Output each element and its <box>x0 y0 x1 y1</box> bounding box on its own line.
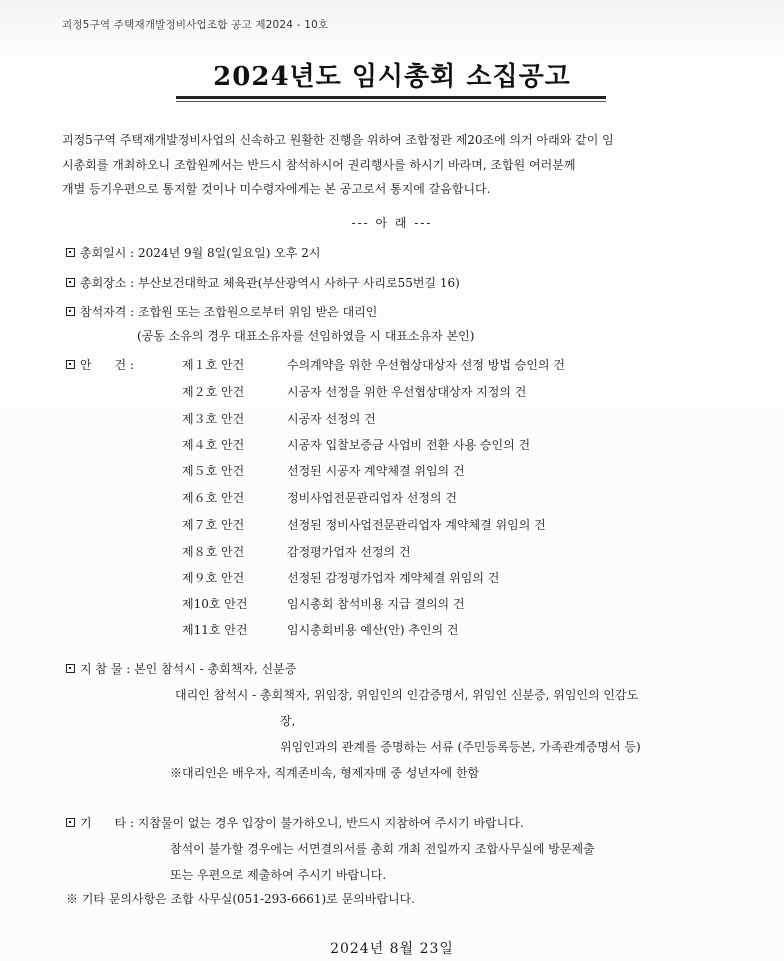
meeting-place-row <box>66 274 460 291</box>
agenda-text: 선정된 시공자 계약체결 위임의 건 <box>287 464 465 478</box>
title-underline <box>176 96 606 99</box>
agenda-text: 시공자 선정을 위한 우선협상대상자 지정의 건 <box>287 385 527 399</box>
agenda-text: 임시총회비용 예산(안) 추인의 건 <box>287 623 459 637</box>
agenda-number: 제３호 안건 <box>182 412 245 426</box>
agenda-text: 시공자 입찰보증금 사업비 전환 사용 승인의 건 <box>287 438 531 452</box>
agenda-number: 제８호 안건 <box>182 545 245 559</box>
meeting-datetime: 총회일시 : 2024년 9월 8일(일요일) 오후 2시 <box>80 246 321 260</box>
bring-proxy-line: 대리인 참석시 - 총회책자, 위임장, 위임인의 인감증명서, 위임인 신분증, 위임인의 인감도 <box>175 688 639 702</box>
below-marker: --- 아 래 --- <box>351 216 433 230</box>
square-bullet-icon <box>66 818 75 827</box>
notice-number: 괴정5구역 주택재개발정비사업조합 공고 제2024 - 10호 <box>62 19 329 31</box>
agenda-text: 감정평가업자 선정의 건 <box>287 545 411 559</box>
meeting-datetime-row <box>66 244 320 261</box>
eligibility-note: (공동 소유의 경우 대표소유자를 선임하였을 시 대표소유자 본인) <box>137 329 475 343</box>
eligibility-row <box>66 303 377 320</box>
intro-line: 시총회를 개최하오니 조합원께서는 반드시 참석하시어 권리행사를 하시기 바라며, 조합원 여러분께 <box>62 157 576 172</box>
agenda-text: 선정된 감정평가업자 계약체결 위임의 건 <box>287 571 500 585</box>
square-bullet-icon <box>66 664 75 673</box>
eligibility: 참석자격 : 조합원 또는 조합원으로부터 위임 받은 대리인 <box>80 305 378 319</box>
bring-row <box>66 660 296 677</box>
agenda-text: 임시총회 참석비용 지급 결의의 건 <box>287 597 465 611</box>
bring-proxy-note: ※대리인은 배우자, 직계존비속, 형제자매 중 성년자에 한함 <box>170 766 480 780</box>
notice-date: 2024년 8월 23일 <box>330 941 454 957</box>
agenda-number: 제９호 안건 <box>182 571 245 585</box>
agenda-number: 제11호 안건 <box>182 623 248 637</box>
other-line: 참석이 불가할 경우에는 서면결의서를 총회 개최 전일까지 조합사무실에 방문제출 <box>170 842 595 856</box>
agenda-text: 시공자 선정의 건 <box>287 412 376 426</box>
agenda-number: 제１호 안건 <box>182 358 245 372</box>
agenda-label: 안 건 : <box>80 358 134 372</box>
intro-paragraph <box>62 128 732 202</box>
agenda-number: 제７호 안건 <box>182 518 245 532</box>
square-bullet-icon <box>66 248 75 257</box>
other-line: 또는 우편으로 제출하여 주시기 바랍니다. <box>170 868 387 882</box>
other-row <box>66 814 524 831</box>
inquiry-note: ※ 기타 문의사항은 조합 사무실(051-293-6661)로 문의바랍니다. <box>66 892 415 906</box>
agenda-number: 제６호 안건 <box>182 491 245 505</box>
agenda-text: 정비사업전문관리업자 선정의 건 <box>287 491 457 505</box>
bring-label: 지 참 물 : 본인 참석시 - 총회책자, 신분증 <box>80 662 297 676</box>
agenda-text: 수의계약을 위한 우선협상대상자 선정 방법 승인의 건 <box>287 358 565 372</box>
bring-proxy-line: 장, <box>280 714 296 728</box>
agenda-label-row <box>66 356 134 373</box>
agenda-text: 선정된 정비사업전문관리업자 계약체결 위임의 건 <box>287 518 546 532</box>
intro-line: 개별 등기우편으로 통지할 것이나 미수령자에게는 본 공고로서 통지에 갈음합니다. <box>62 182 491 196</box>
agenda-number: 제５호 안건 <box>182 464 245 478</box>
agenda-number: 제４호 안건 <box>182 438 245 452</box>
title-underline-thin <box>176 101 606 102</box>
intro-line: 괴정5구역 주택재개발정비사업의 신속하고 원활한 진행을 위하여 조합정관 제20조에 의거 아래와 같이 임 <box>62 133 614 147</box>
agenda-number: 제２호 안건 <box>182 385 245 399</box>
other-label: 기 타 : 지참물이 없는 경우 입장이 불가하오니, 반드시 지참하여 주시기 바랍니다. <box>80 816 524 830</box>
square-bullet-icon <box>66 360 75 369</box>
page-title: 2024년도 임시총회 소집공고 <box>213 62 571 92</box>
square-bullet-icon <box>66 278 75 287</box>
meeting-place: 총회장소 : 부산보건대학교 체육관(부산광역시 사하구 사리로55번길 16) <box>80 276 460 290</box>
bring-proxy-line: 위임인과의 관계를 증명하는 서류 (주민등록등본, 가족관계증명서 등) <box>280 740 641 754</box>
square-bullet-icon <box>66 307 75 316</box>
agenda-number: 제10호 안건 <box>182 597 248 611</box>
